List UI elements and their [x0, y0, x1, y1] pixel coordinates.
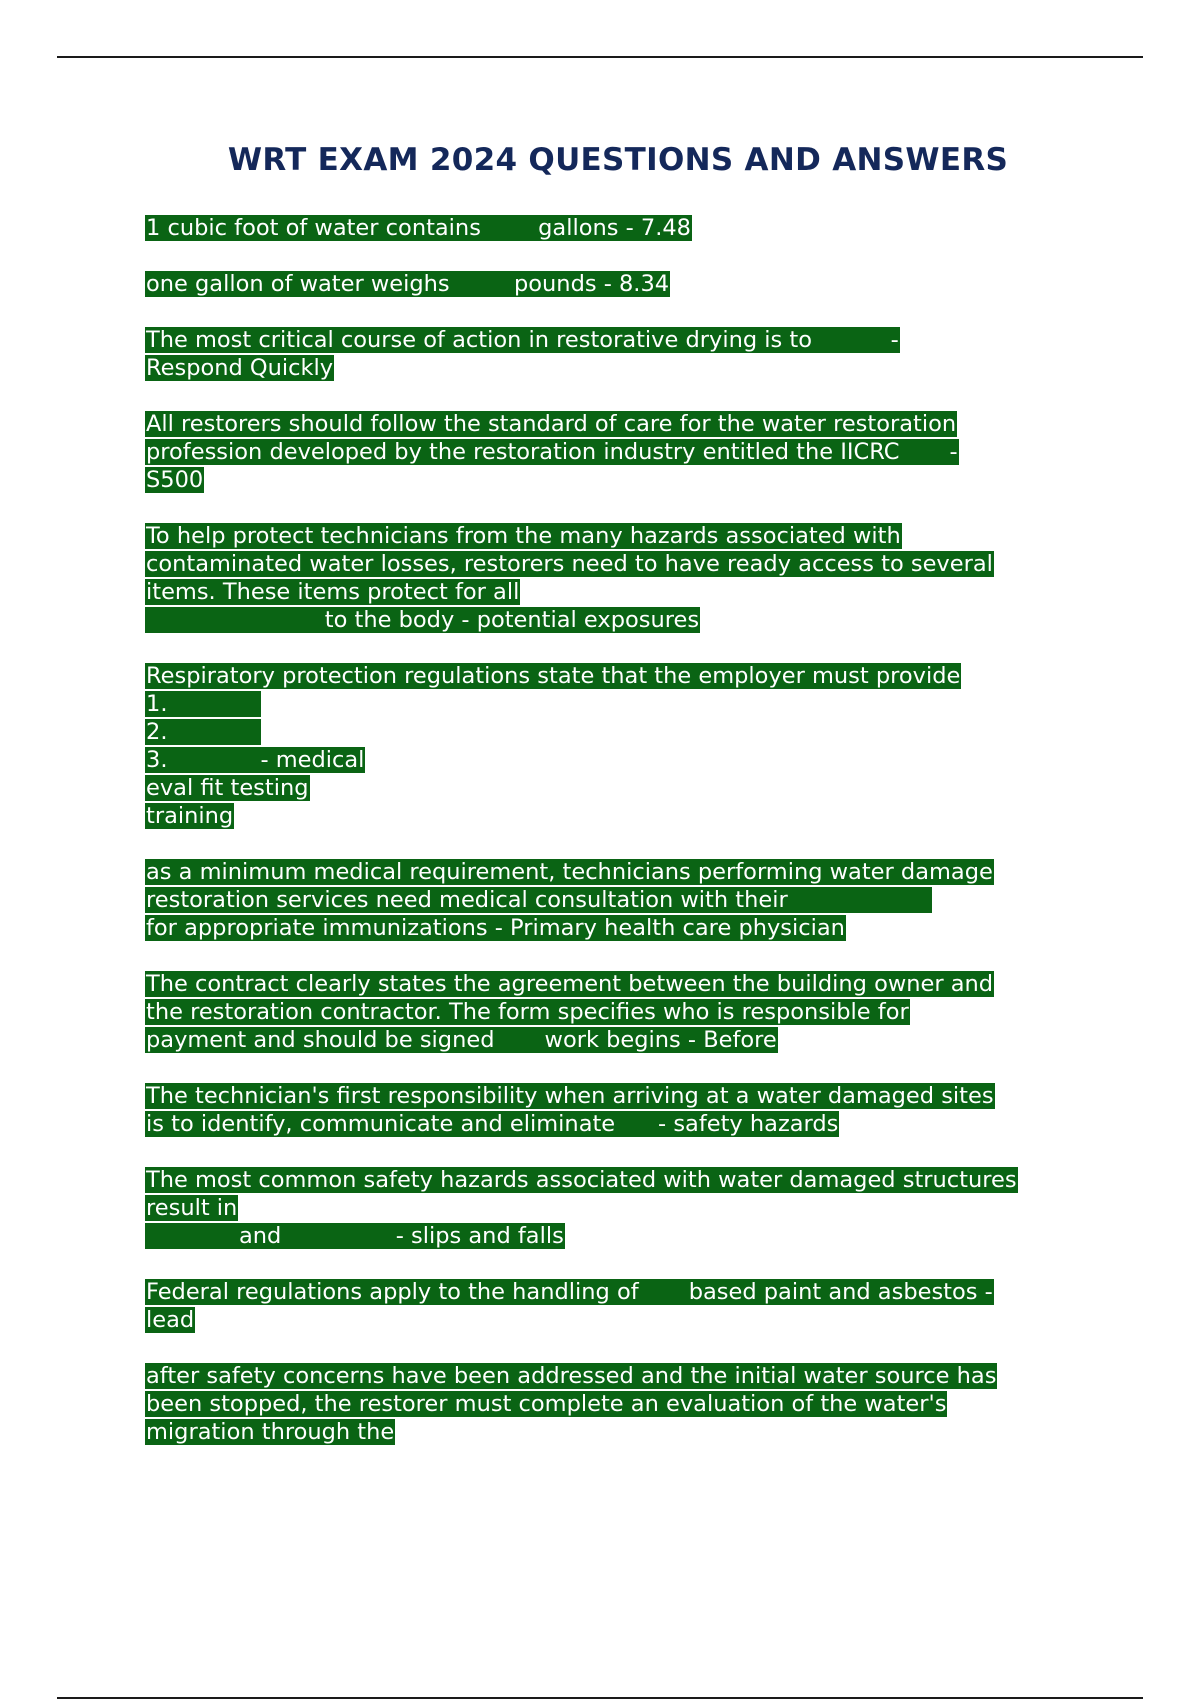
- qa-line: [145, 438, 1085, 466]
- highlighted-text: To help protect technicians from the many hazards associated with: [146, 523, 901, 549]
- highlighted-text: one gallon of water weighs pounds - 8.34: [146, 271, 670, 297]
- highlighted-text: and - slips and falls: [146, 1223, 564, 1249]
- bottom-rule: [57, 1697, 1143, 1699]
- top-rule: [57, 56, 1143, 58]
- qa-line: [145, 550, 1085, 578]
- qa-line: [145, 746, 1085, 774]
- qa-line: [145, 998, 1085, 1026]
- qa-line: [145, 1110, 1085, 1138]
- qa-line: [145, 1418, 1085, 1446]
- qa-line: [145, 578, 1085, 606]
- qa-line: [145, 858, 1085, 886]
- qa-line: [145, 466, 1085, 494]
- highlighted-text: lead: [146, 1307, 195, 1333]
- highlighted-text: migration through the: [146, 1419, 395, 1445]
- qa-line: [145, 690, 1085, 718]
- qa-item: [145, 1082, 1085, 1138]
- qa-line: [145, 802, 1085, 830]
- qa-line: [145, 1306, 1085, 1334]
- qa-line: [145, 606, 1085, 634]
- highlighted-text: S500: [146, 467, 204, 493]
- highlighted-text: Respond Quickly: [146, 355, 334, 381]
- highlighted-text: contaminated water losses, restorers need to have ready access to several: [146, 551, 993, 577]
- highlighted-text: The most common safety hazards associated with water damaged structures: [146, 1167, 1017, 1193]
- qa-item: [145, 970, 1085, 1054]
- highlighted-text: training: [146, 803, 234, 829]
- highlighted-text: 2.: [146, 719, 261, 745]
- highlighted-text: restoration services need medical consultation with their: [146, 887, 931, 913]
- qa-item: [145, 858, 1085, 942]
- qa-line: [145, 1222, 1085, 1250]
- highlighted-text: All restorers should follow the standard of care for the water restoration: [146, 411, 957, 437]
- highlighted-text: Respiratory protection regulations state that the employer must provide: [146, 663, 961, 689]
- highlighted-text: profession developed by the restoration industry entitled the IICRC -: [146, 439, 958, 465]
- qa-line: [145, 1362, 1085, 1390]
- qa-line: [145, 886, 1085, 914]
- highlighted-text: 3. - medical: [146, 747, 365, 773]
- qa-line: [145, 1082, 1085, 1110]
- qa-list: [145, 214, 1085, 1474]
- highlighted-text: The technician's first responsibility when arriving at a water damaged sites: [146, 1083, 994, 1109]
- highlighted-text: for appropriate immunizations - Primary health care physician: [146, 915, 845, 941]
- highlighted-text: been stopped, the restorer must complete an evaluation of the water's: [146, 1391, 947, 1417]
- qa-line: [145, 354, 1085, 382]
- highlighted-text: the restoration contractor. The form specifies who is responsible for: [146, 999, 909, 1025]
- qa-line: [145, 1166, 1085, 1194]
- qa-line: [145, 662, 1085, 690]
- qa-item: [145, 662, 1085, 830]
- qa-line: [145, 1026, 1085, 1054]
- qa-item: [145, 1362, 1085, 1446]
- qa-line: [145, 270, 1085, 298]
- qa-line: [145, 326, 1085, 354]
- qa-line: [145, 914, 1085, 942]
- qa-line: [145, 1278, 1085, 1306]
- highlighted-text: 1.: [146, 691, 261, 717]
- qa-item: [145, 214, 1085, 242]
- highlighted-text: payment and should be signed work begins - Before: [146, 1027, 777, 1053]
- qa-line: [145, 774, 1085, 802]
- document-title: WRT EXAM 2024 QUESTIONS AND ANSWERS: [227, 142, 1009, 178]
- highlighted-text: is to identify, communicate and eliminate - safety hazards: [146, 1111, 839, 1137]
- qa-item: [145, 326, 1085, 382]
- qa-item: [145, 410, 1085, 494]
- qa-line: [145, 214, 1085, 242]
- highlighted-text: The contract clearly states the agreement between the building owner and: [146, 971, 994, 997]
- qa-line: [145, 1390, 1085, 1418]
- qa-line: [145, 1194, 1085, 1222]
- qa-line: [145, 522, 1085, 550]
- highlighted-text: to the body - potential exposures: [146, 607, 700, 633]
- highlighted-text: result in: [146, 1195, 238, 1221]
- qa-item: [145, 1278, 1085, 1334]
- qa-item: [145, 1166, 1085, 1250]
- highlighted-text: items. These items protect for all: [146, 579, 520, 605]
- highlighted-text: as a minimum medical requirement, technicians performing water damage: [146, 859, 993, 885]
- highlighted-text: 1 cubic foot of water contains gallons - 7.48: [146, 215, 691, 241]
- qa-line: [145, 718, 1085, 746]
- highlighted-text: The most critical course of action in restorative drying is to -: [146, 327, 899, 353]
- qa-line: [145, 410, 1085, 438]
- qa-item: [145, 522, 1085, 634]
- qa-item: [145, 270, 1085, 298]
- highlighted-text: Federal regulations apply to the handling of based paint and asbestos -: [146, 1279, 993, 1305]
- highlighted-text: eval fit testing: [146, 775, 309, 801]
- qa-line: [145, 970, 1085, 998]
- highlighted-text: after safety concerns have been addressed and the initial water source has: [146, 1363, 997, 1389]
